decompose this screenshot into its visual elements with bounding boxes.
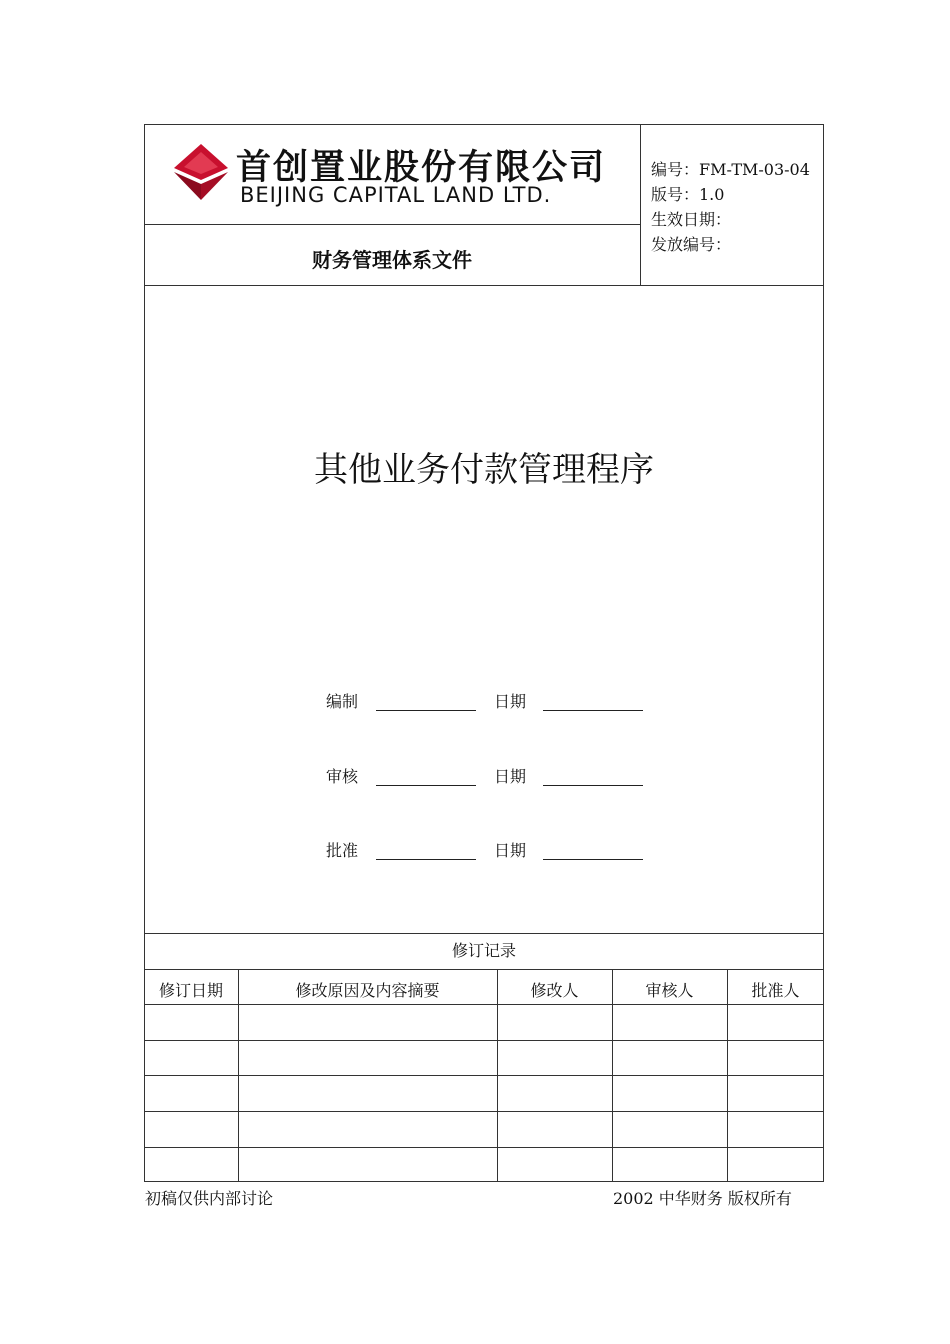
table-row-line bbox=[144, 1075, 824, 1076]
date-line[interactable] bbox=[543, 710, 643, 711]
table-column-line bbox=[727, 969, 728, 1182]
date-label: 日期 bbox=[494, 692, 527, 711]
date-line[interactable] bbox=[543, 785, 643, 786]
signature-line[interactable] bbox=[376, 859, 476, 860]
document-version: 版号：1.0 bbox=[651, 185, 725, 204]
diamond-logo-icon bbox=[170, 142, 232, 204]
table-row-line bbox=[144, 1147, 824, 1148]
table-column-line bbox=[497, 969, 498, 1182]
footer-note: 初稿仅供内部讨论 bbox=[145, 1189, 274, 1208]
signature-line[interactable] bbox=[376, 710, 476, 711]
signature-role: 编制 bbox=[326, 692, 359, 711]
issue-number: 发放编号： bbox=[651, 235, 732, 254]
signature-role: 审核 bbox=[326, 767, 359, 786]
company-logo bbox=[170, 138, 615, 210]
document-title: 其他业务付款管理程序 bbox=[314, 450, 654, 490]
revision-top-line bbox=[144, 933, 824, 934]
revision-header-top-line bbox=[144, 969, 824, 970]
date-line[interactable] bbox=[543, 859, 643, 860]
table-column-line bbox=[238, 969, 239, 1182]
header-divider-horizontal bbox=[144, 224, 640, 225]
signature-line[interactable] bbox=[376, 785, 476, 786]
date-label: 日期 bbox=[494, 767, 527, 786]
company-name-cn: 首创置业股份有限公司 bbox=[236, 148, 607, 188]
signature-role: 批准 bbox=[326, 841, 359, 860]
column-header-reviewer: 审核人 bbox=[645, 981, 694, 1000]
table-row-line bbox=[144, 1040, 824, 1041]
footer-copyright: 2002 中华财务 版权所有 bbox=[613, 1189, 792, 1208]
system-title: 财务管理体系文件 bbox=[312, 248, 472, 272]
document-frame bbox=[144, 124, 824, 1182]
column-header-date: 修订日期 bbox=[158, 981, 223, 1000]
document-meta bbox=[651, 157, 810, 257]
company-name-en: BEIJING CAPITAL LAND LTD. bbox=[240, 183, 552, 207]
document-number: 编号：FM-TM-03-04 bbox=[651, 160, 810, 179]
header-bottom-line bbox=[144, 285, 824, 286]
table-row-line bbox=[144, 1004, 824, 1005]
table-row-line bbox=[144, 1111, 824, 1112]
effective-date: 生效日期： bbox=[651, 210, 732, 229]
column-header-summary: 修改原因及内容摘要 bbox=[295, 981, 440, 1000]
revision-title: 修订记录 bbox=[451, 941, 516, 960]
column-header-modifier: 修改人 bbox=[530, 981, 579, 1000]
header-divider-vertical bbox=[640, 124, 641, 285]
date-label: 日期 bbox=[494, 841, 527, 860]
table-column-line bbox=[612, 969, 613, 1182]
column-header-approver: 批准人 bbox=[751, 981, 800, 1000]
